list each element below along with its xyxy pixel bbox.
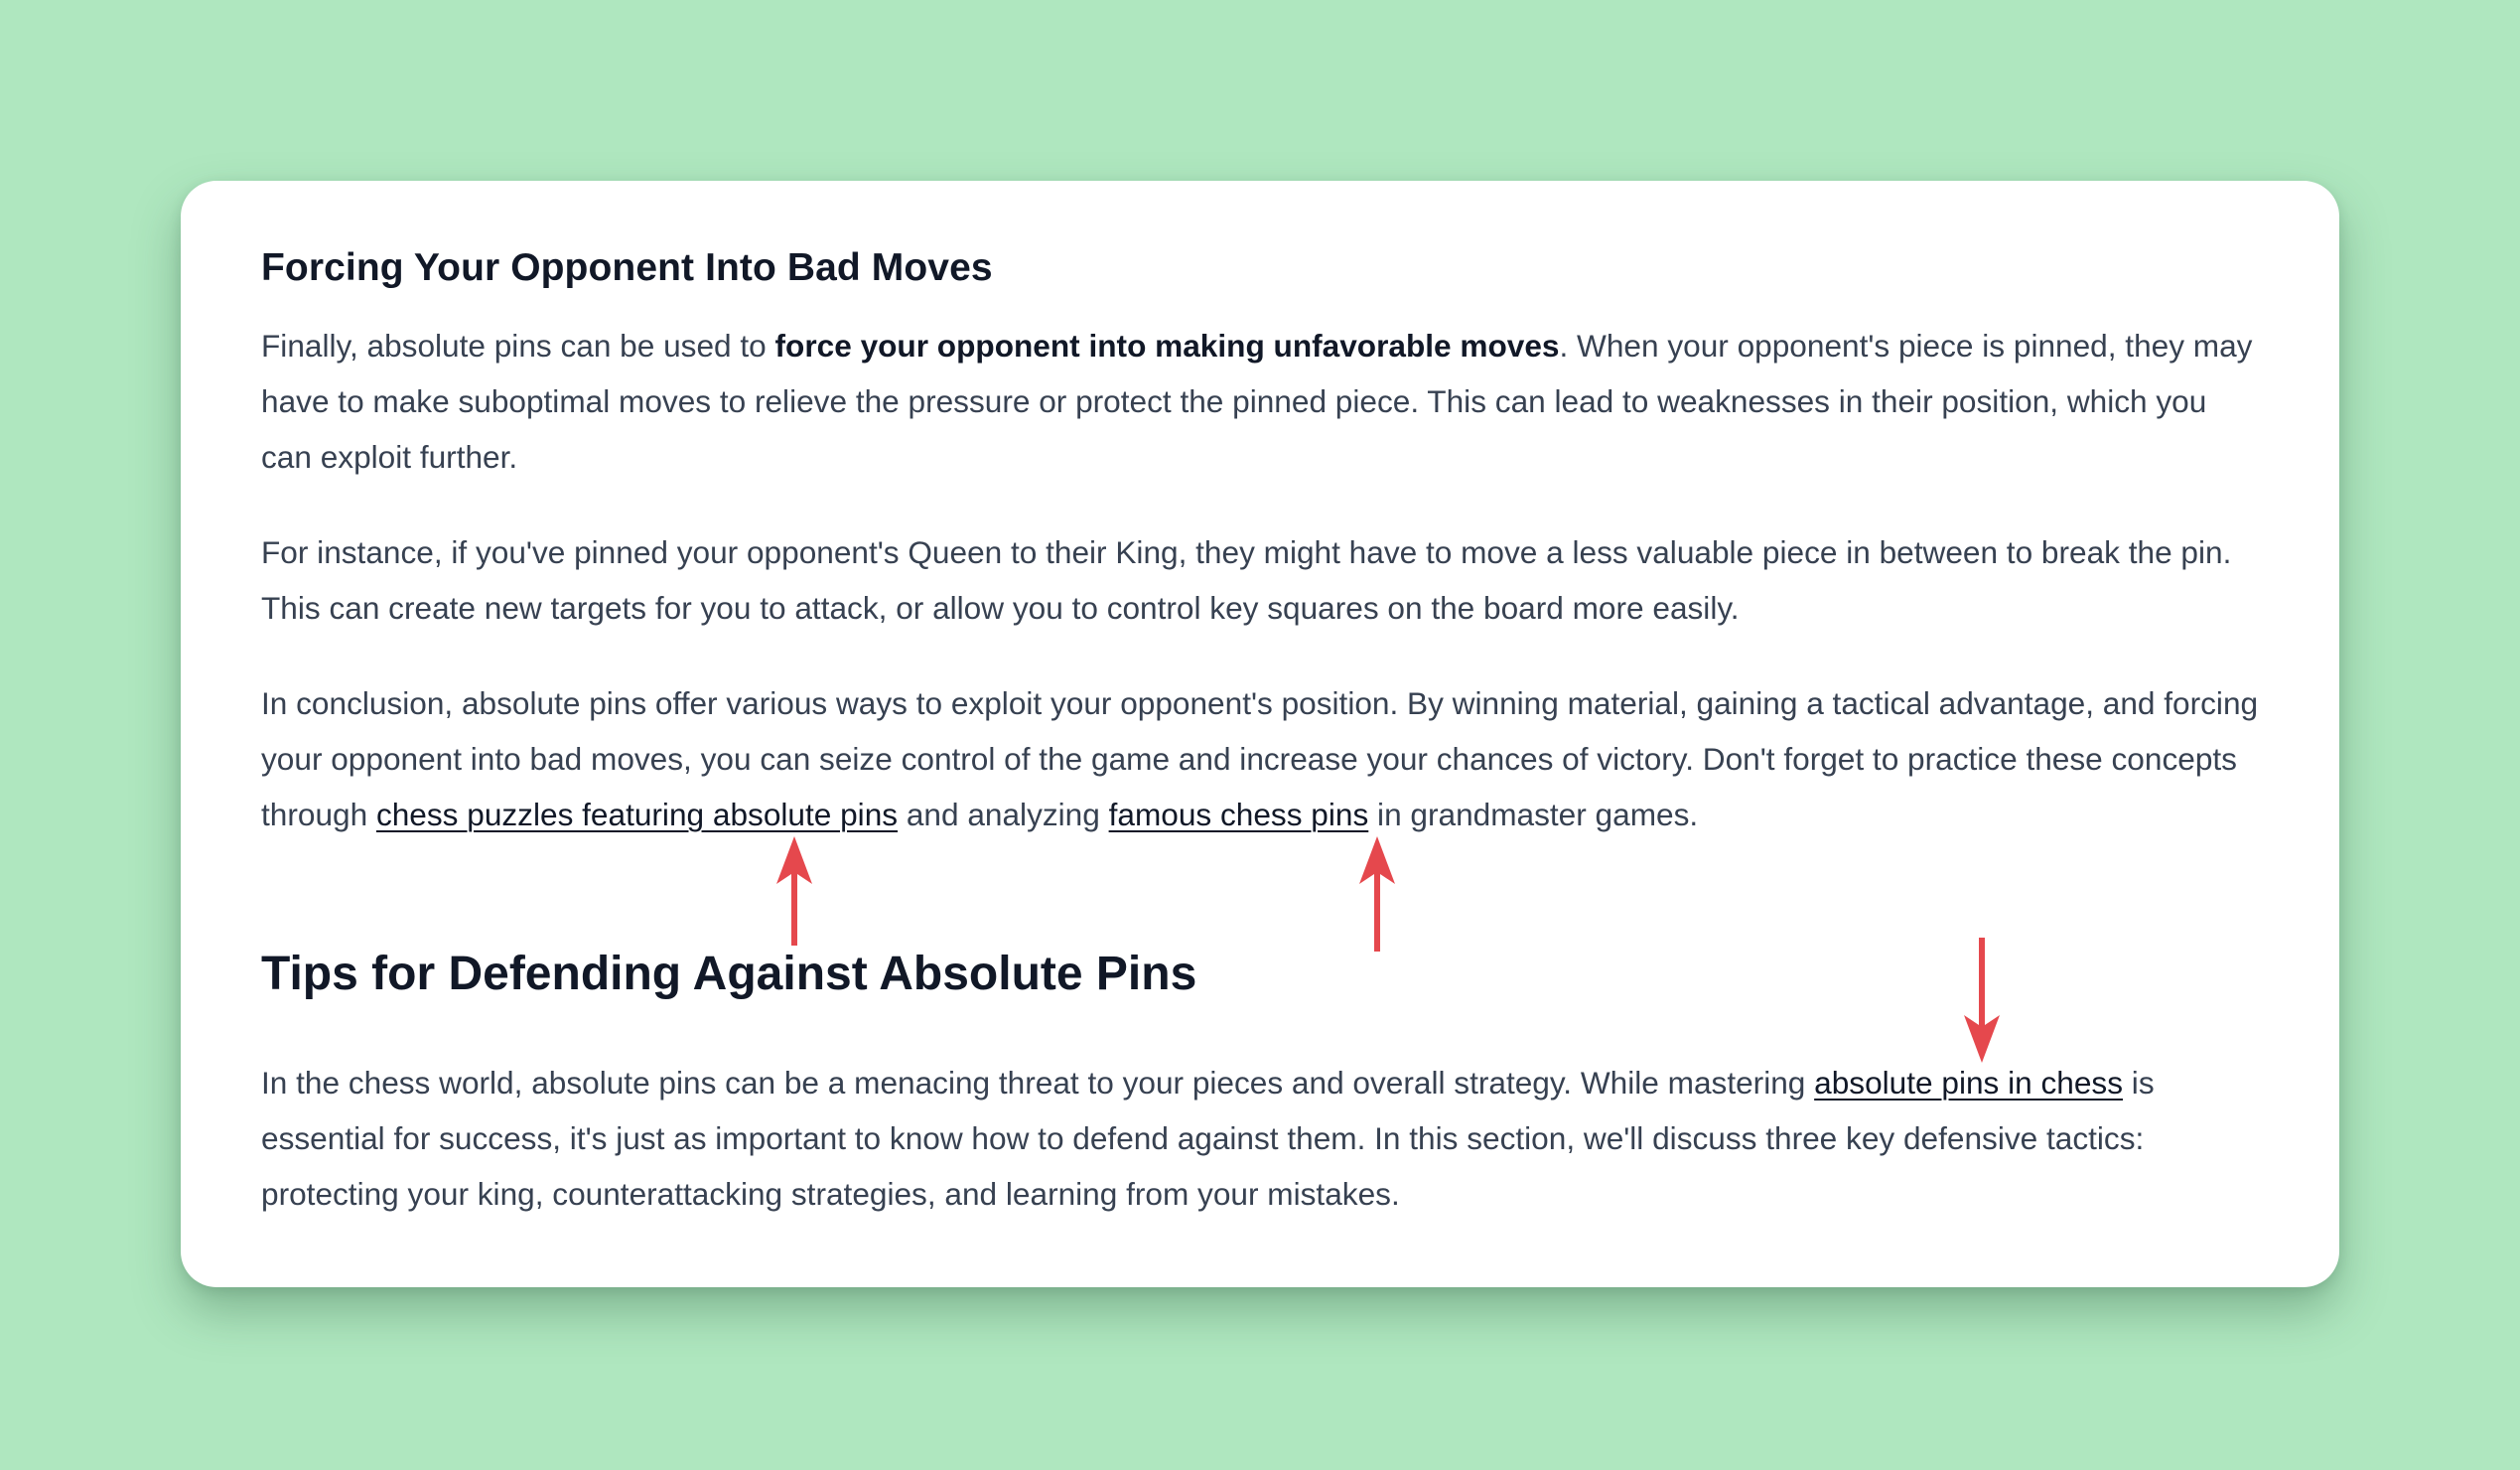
heading-tips-defending: Tips for Defending Against Absolute Pins <box>261 948 1197 1000</box>
text-segment: . When your opponent's piece is pinned, they may have to make suboptimal moves to relieve the pressure or protect the pinned piece. This can lead to weaknesses in their position, which you can exploit further. <box>261 328 2253 475</box>
link-famous-chess-pins[interactable]: famous chess pins <box>1108 797 1369 832</box>
article-card <box>181 181 2339 1287</box>
heading-forcing-bad-moves: Forcing Your Opponent Into Bad Moves <box>261 246 993 289</box>
paragraph-tips-intro <box>261 1055 2260 1222</box>
text-segment: and analyzing <box>898 797 1109 832</box>
link-chess-puzzles-absolute-pins[interactable]: chess puzzles featuring absolute pins <box>375 797 899 832</box>
text-segment: is essential for success, it's just as important to know how to defend against them. In this section, we'll discuss three key defensive tactics: protecting your king, counterattacking strategies, and learning from your mistakes. <box>261 1065 2155 1212</box>
paragraph-conclusion <box>261 675 2260 842</box>
red-arrow-down-icon <box>1964 938 2000 1063</box>
text-segment: In conclusion, absolute pins offer various ways to exploit your opponent's position. By winning material, gaining a tactical advantage, and forcing your opponent into bad moves, you can seize control of the game and increase your chances of victory. Don't forget to practice these concepts through <box>261 685 2259 832</box>
link-absolute-pins-in-chess[interactable]: absolute pins in chess <box>1814 1065 2124 1101</box>
text-segment: In the chess world, absolute pins can be a menacing threat to your pieces and overall strategy. While mastering <box>261 1065 1815 1101</box>
red-arrow-up-icon <box>776 836 812 946</box>
red-arrow-up-icon <box>1359 836 1395 952</box>
paragraph-forcing-intro <box>261 318 2260 485</box>
text-segment: in grandmaster games. <box>1368 797 1699 832</box>
emphasis-force-unfavorable-moves: force your opponent into making unfavorable moves <box>774 328 1560 364</box>
text-segment: Finally, absolute pins can be used to <box>261 328 775 364</box>
paragraph-queen-example: For instance, if you've pinned your opponent's Queen to their King, they might have to move a less valuable piece in between to break the pin. This can create new targets for you to attack, or allow you to control key squares on the board more easily. <box>261 534 2232 626</box>
